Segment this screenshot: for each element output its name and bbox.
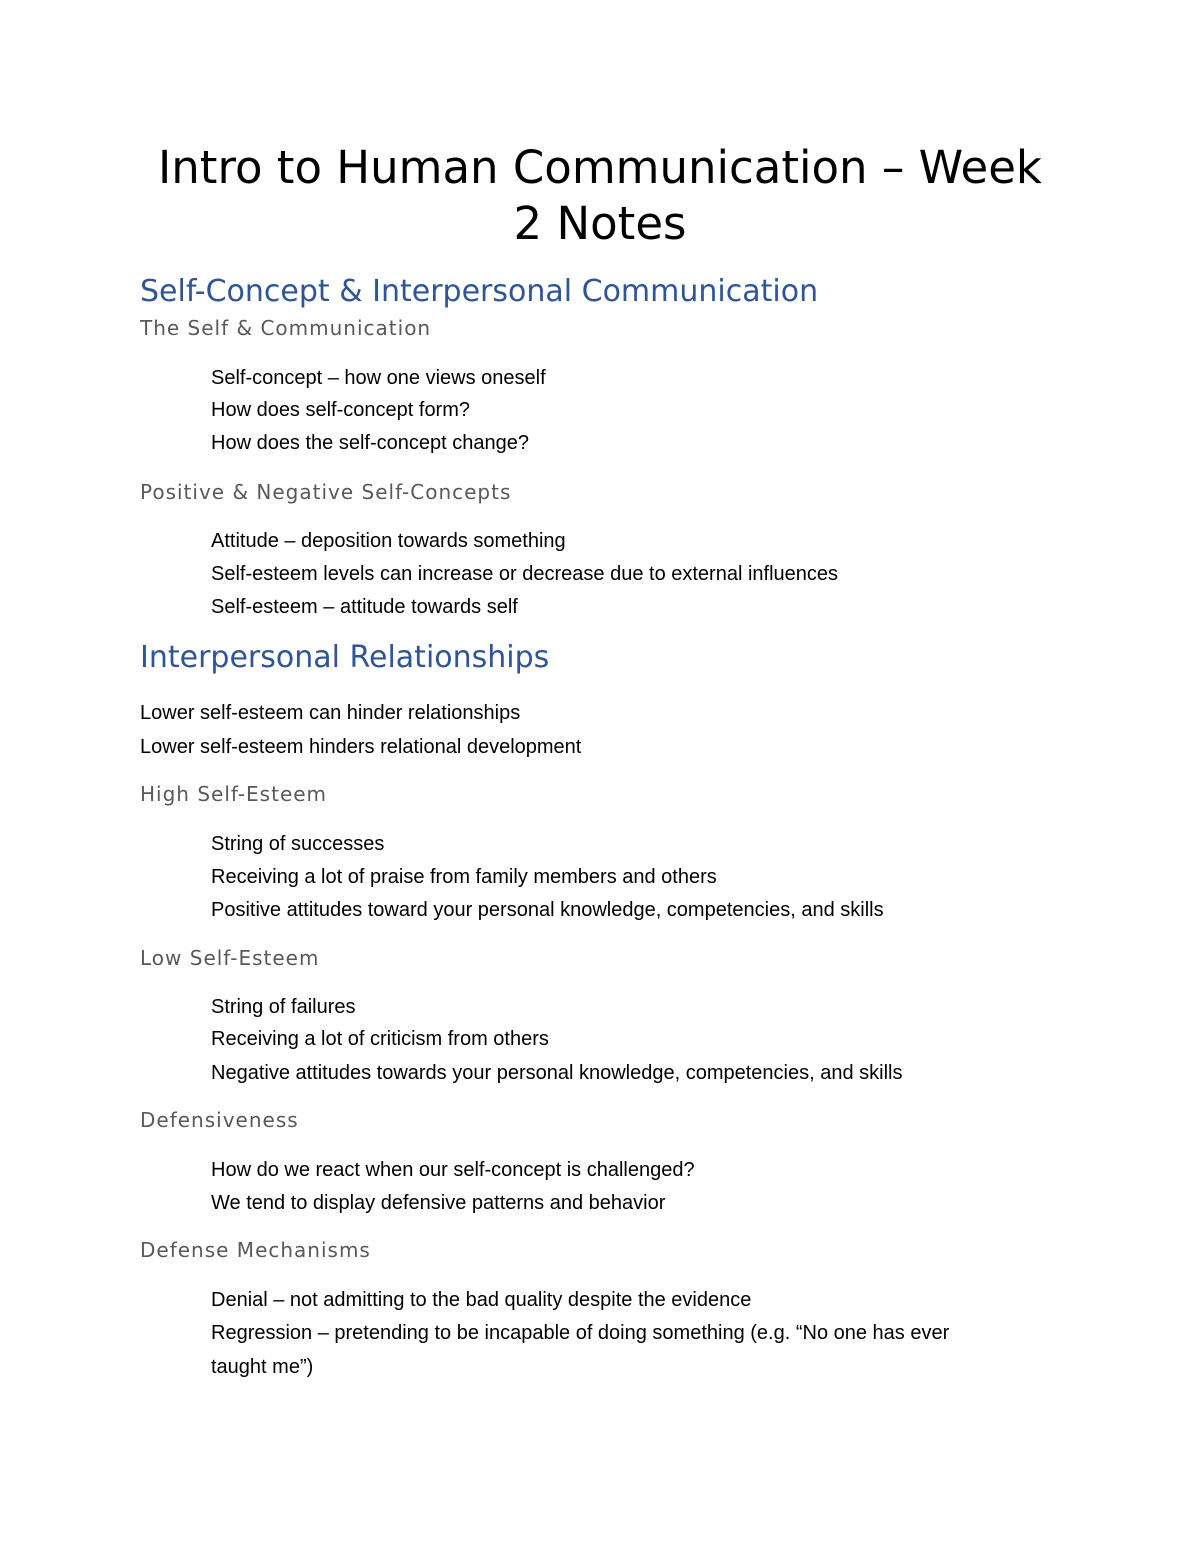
list-item: String of successes xyxy=(211,833,385,855)
list-item: Attitude – deposition towards something xyxy=(211,530,566,552)
list-item: How does self-concept form? xyxy=(211,399,471,421)
title-line-1: Intro to Human Communication – Week xyxy=(158,141,1042,194)
list-item: We tend to display defensive patterns and behavior xyxy=(211,1192,666,1214)
list-item: String of failures xyxy=(211,996,356,1018)
section-heading-self-concept: Self-Concept & Interpersonal Communication xyxy=(140,274,819,309)
subsection-heading-low-self-esteem: Low Self-Esteem xyxy=(140,946,320,970)
paragraph-line: Lower self-esteem can hinder relationships xyxy=(140,702,521,724)
list-item: Negative attitudes towards your personal knowledge, competencies, and skills xyxy=(211,1062,903,1084)
list-item: Self-concept – how one views oneself xyxy=(211,367,546,389)
subsection-heading-high-self-esteem: High Self-Esteem xyxy=(140,782,328,806)
subsection-heading-positive-negative: Positive & Negative Self-Concepts xyxy=(140,480,512,504)
subsection-heading-self-communication: The Self & Communication xyxy=(140,316,432,340)
list-item: Regression – pretending to be incapable of doing something (e.g. “No one has ever xyxy=(211,1322,950,1344)
list-item: Self-esteem levels can increase or decrease due to external influences xyxy=(211,563,839,585)
section-heading-interpersonal-relationships: Interpersonal Relationships xyxy=(140,640,550,675)
list-item: taught me”) xyxy=(211,1356,314,1378)
list-item: Positive attitudes toward your personal knowledge, competencies, and skills xyxy=(211,899,884,921)
subsection-heading-defense-mechanisms: Defense Mechanisms xyxy=(140,1238,371,1262)
list-item: Denial – not admitting to the bad quality despite the evidence xyxy=(211,1289,752,1311)
list-item: Self-esteem – attitude towards self xyxy=(211,596,518,618)
list-item: Receiving a lot of praise from family members and others xyxy=(211,866,717,888)
paragraph-line: Lower self-esteem hinders relational development xyxy=(140,736,582,758)
list-item: How does the self-concept change? xyxy=(211,432,529,454)
title-line-2: 2 Notes xyxy=(513,197,687,250)
document-title xyxy=(140,140,1060,252)
list-item: Receiving a lot of criticism from others xyxy=(211,1028,549,1050)
list-item: How do we react when our self-concept is challenged? xyxy=(211,1159,695,1181)
subsection-heading-defensiveness: Defensiveness xyxy=(140,1108,299,1132)
